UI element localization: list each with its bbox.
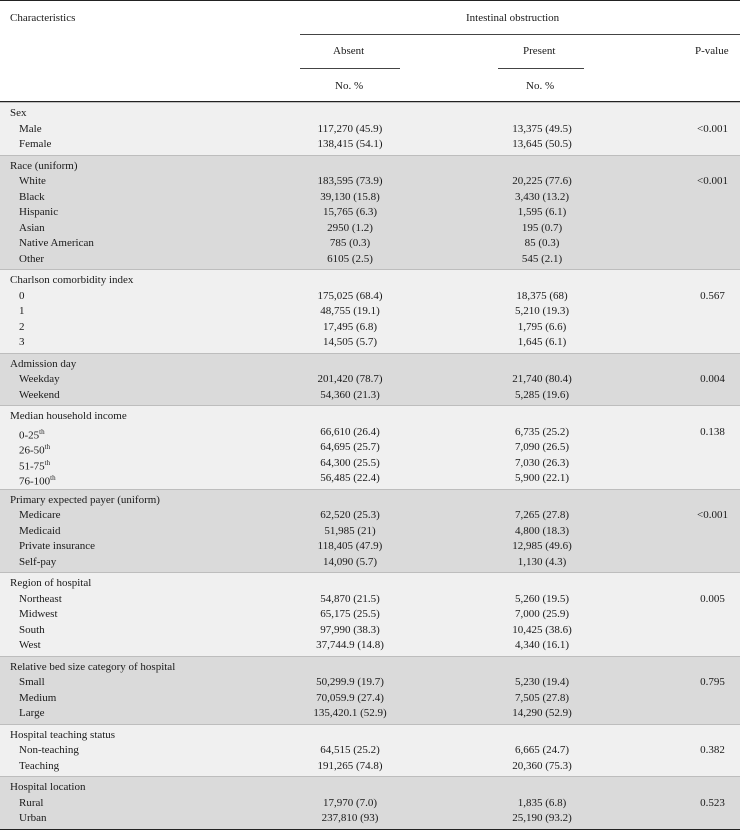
table-row bbox=[0, 372, 740, 388]
absent-value: 70,059.9 (27.4) bbox=[316, 691, 384, 704]
present-value: 7,090 (26.5) bbox=[514, 441, 570, 453]
absent-value: 201,420 (78.7) bbox=[317, 373, 383, 385]
group-title: Region of hospital bbox=[10, 577, 92, 589]
table-row bbox=[0, 205, 740, 221]
absent-value: 17,970 (7.0) bbox=[322, 796, 378, 809]
row-label-superscript: th bbox=[44, 443, 51, 451]
table-row bbox=[0, 304, 740, 320]
row-label-text: Native American bbox=[19, 237, 94, 249]
absent-value: 64,695 (25.7) bbox=[320, 441, 380, 453]
absent-value: 50,299.9 (19.7) bbox=[316, 676, 384, 688]
absent-value: 135,420.1 (52.9) bbox=[313, 707, 387, 719]
group-title: Primary expected payer (uniform) bbox=[10, 493, 160, 506]
present-value: 6,665 (24.7) bbox=[514, 744, 570, 756]
row-label bbox=[19, 675, 45, 691]
table-row bbox=[0, 592, 740, 608]
row-label-text: Weekday bbox=[19, 373, 60, 385]
p-value: 0.005 bbox=[700, 592, 725, 605]
absent-value: 191,265 (74.8) bbox=[317, 759, 383, 772]
row-label-text: Other bbox=[19, 252, 45, 265]
present-value: 21,740 (80.4) bbox=[512, 373, 572, 385]
absent-value: 785 (0.3) bbox=[329, 237, 371, 249]
absent-value: 51,985 (21) bbox=[324, 524, 376, 537]
table-row bbox=[0, 122, 740, 138]
row-label-text: 51-75 bbox=[19, 460, 45, 473]
row-label bbox=[19, 759, 59, 775]
row-label-text: 76-100 bbox=[19, 475, 51, 488]
row-label bbox=[19, 190, 45, 206]
table-row bbox=[0, 796, 740, 812]
row-label-text: Midwest bbox=[19, 608, 58, 620]
row-label bbox=[19, 221, 45, 237]
row-group bbox=[0, 572, 740, 656]
row-label bbox=[19, 304, 25, 320]
row-group bbox=[0, 724, 740, 777]
table-body bbox=[0, 102, 740, 829]
row-label-text: South bbox=[19, 623, 45, 636]
row-label bbox=[19, 236, 94, 252]
row-label-text: Teaching bbox=[19, 759, 60, 772]
row-label bbox=[19, 607, 58, 623]
table-row bbox=[0, 190, 740, 206]
row-label bbox=[19, 205, 58, 221]
row-label-superscript: th bbox=[39, 427, 45, 436]
row-label-superscript: th bbox=[50, 474, 56, 482]
present-value: 5,260 (19.5) bbox=[514, 592, 570, 605]
present-value: 85 (0.3) bbox=[524, 237, 560, 249]
table-row bbox=[0, 691, 740, 707]
group-title: Relative bed size category of hospital bbox=[10, 660, 176, 673]
present-value: 5,285 (19.6) bbox=[514, 388, 570, 401]
present-value: 7,265 (27.8) bbox=[514, 509, 570, 521]
absent-value: 2950 (1.2) bbox=[327, 221, 373, 234]
present-value: 13,375 (49.5) bbox=[512, 122, 572, 135]
table-row bbox=[0, 456, 740, 472]
row-label bbox=[19, 539, 95, 555]
table-row bbox=[0, 320, 740, 336]
group-title: Race (uniform) bbox=[10, 159, 78, 172]
present-value: 13,645 (50.5) bbox=[512, 138, 572, 150]
present-value: 5,210 (19.3) bbox=[514, 305, 570, 317]
present-value: 25,190 (93.2) bbox=[512, 812, 572, 824]
absent-value: 64,300 (25.5) bbox=[320, 456, 380, 469]
p-value: 0.138 bbox=[700, 425, 725, 438]
table-row bbox=[0, 539, 740, 555]
row-label bbox=[19, 623, 45, 639]
row-label-text: 2 bbox=[19, 320, 25, 333]
table-row bbox=[0, 221, 740, 237]
table-row bbox=[0, 236, 740, 252]
row-label bbox=[19, 743, 79, 759]
row-label bbox=[19, 122, 42, 138]
row-label-text: White bbox=[19, 175, 46, 187]
row-label-text: Weekend bbox=[19, 388, 60, 401]
row-label-text: Black bbox=[19, 190, 45, 203]
row-group bbox=[0, 405, 740, 489]
row-label-text: 3 bbox=[19, 336, 25, 348]
table-header bbox=[0, 0, 740, 102]
header-present: Present bbox=[523, 45, 556, 57]
present-value: 20,360 (75.3) bbox=[512, 759, 572, 772]
row-label-superscript: th bbox=[44, 458, 51, 467]
header-absent-sub: No. % bbox=[335, 80, 364, 92]
row-label bbox=[19, 252, 44, 268]
table-row bbox=[0, 759, 740, 775]
table-row bbox=[0, 289, 740, 305]
present-value: 6,735 (25.2) bbox=[514, 425, 570, 438]
header-present-rule bbox=[498, 68, 584, 69]
group-title: Admission day bbox=[10, 357, 77, 370]
header-pvalue: P-value bbox=[695, 45, 729, 57]
header-present-sub: No. % bbox=[526, 80, 555, 92]
row-label-text: Small bbox=[19, 676, 45, 688]
present-value: 4,340 (16.1) bbox=[514, 639, 570, 651]
table-row bbox=[0, 607, 740, 623]
row-group bbox=[0, 353, 740, 406]
table-row bbox=[0, 335, 740, 351]
row-label-text: Asian bbox=[19, 221, 45, 234]
present-value: 1,795 (6.6) bbox=[517, 320, 567, 333]
absent-value: 65,175 (25.5) bbox=[320, 608, 380, 620]
p-value: 0.382 bbox=[700, 744, 725, 756]
present-value: 3,430 (13.2) bbox=[514, 190, 570, 203]
present-value: 7,000 (25.9) bbox=[514, 608, 570, 620]
row-label bbox=[19, 811, 47, 827]
table-row bbox=[0, 388, 740, 404]
row-label bbox=[19, 471, 56, 490]
absent-value: 237,810 (93) bbox=[321, 812, 379, 824]
row-label bbox=[19, 691, 56, 707]
present-value: 1,595 (6.1) bbox=[517, 206, 567, 218]
absent-value: 15,765 (6.3) bbox=[322, 206, 378, 218]
p-value: <0.001 bbox=[697, 175, 728, 187]
present-value: 7,030 (26.3) bbox=[514, 456, 570, 469]
row-group bbox=[0, 102, 740, 155]
row-label-text: 0 bbox=[19, 289, 25, 302]
absent-value: 175,025 (68.4) bbox=[317, 289, 383, 302]
present-value: 5,230 (19.4) bbox=[514, 676, 570, 688]
row-label bbox=[19, 372, 60, 388]
row-label-text: West bbox=[19, 639, 41, 651]
table-row bbox=[0, 706, 740, 722]
row-label-text: Large bbox=[19, 707, 45, 719]
absent-value: 14,505 (5.7) bbox=[322, 336, 378, 348]
absent-value: 66,610 (26.4) bbox=[320, 425, 380, 438]
p-value: <0.001 bbox=[697, 122, 728, 135]
row-label-text: Urban bbox=[19, 812, 47, 824]
table-bottom-rule bbox=[0, 829, 740, 830]
present-value: 18,375 (68) bbox=[516, 289, 568, 302]
row-group bbox=[0, 155, 740, 270]
absent-value: 118,405 (47.9) bbox=[317, 540, 383, 552]
present-value: 14,290 (52.9) bbox=[512, 707, 572, 719]
row-label bbox=[19, 508, 61, 524]
group-title: Median household income bbox=[10, 410, 127, 422]
absent-value: 62,520 (25.3) bbox=[320, 509, 380, 521]
group-title: Hospital teaching status bbox=[10, 728, 116, 741]
header-characteristics: Characteristics bbox=[10, 12, 76, 24]
row-label bbox=[19, 137, 51, 153]
table-row bbox=[0, 440, 740, 456]
absent-value: 138,415 (54.1) bbox=[317, 138, 383, 150]
row-group bbox=[0, 269, 740, 353]
p-value: 0.795 bbox=[700, 676, 725, 688]
absent-value: 183,595 (73.9) bbox=[317, 175, 383, 187]
absent-value: 97,990 (38.3) bbox=[320, 623, 380, 636]
row-label-text: Rural bbox=[19, 796, 44, 809]
row-label bbox=[19, 706, 44, 722]
row-label-text: Male bbox=[19, 122, 42, 135]
row-group bbox=[0, 776, 740, 829]
row-label-text: Medicare bbox=[19, 509, 61, 521]
row-label bbox=[19, 638, 41, 654]
absent-value: 17,495 (6.8) bbox=[322, 320, 378, 333]
row-label-text: 0-25 bbox=[19, 429, 40, 442]
row-label bbox=[19, 289, 25, 305]
absent-value: 64,515 (25.2) bbox=[320, 744, 380, 756]
present-value: 195 (0.7) bbox=[521, 221, 563, 234]
row-label bbox=[19, 592, 62, 608]
absent-value: 39,130 (15.8) bbox=[320, 190, 380, 203]
row-label bbox=[19, 524, 61, 540]
row-group bbox=[0, 656, 740, 724]
table-row bbox=[0, 623, 740, 639]
header-absent-rule bbox=[300, 68, 400, 69]
table-row bbox=[0, 675, 740, 691]
group-title: Hospital location bbox=[10, 781, 86, 793]
table-row bbox=[0, 743, 740, 759]
group-title: Charlson comorbidity index bbox=[10, 274, 134, 286]
absent-value: 54,360 (21.3) bbox=[320, 388, 380, 401]
row-label bbox=[19, 174, 46, 190]
row-label bbox=[19, 335, 25, 351]
header-outcome-rule bbox=[300, 34, 740, 35]
table-row bbox=[0, 252, 740, 268]
present-value: 545 (2.1) bbox=[521, 252, 563, 265]
present-value: 7,505 (27.8) bbox=[514, 691, 570, 704]
table-row bbox=[0, 174, 740, 190]
p-value: <0.001 bbox=[697, 509, 728, 521]
absent-value: 14,090 (5.7) bbox=[322, 555, 378, 568]
table-row bbox=[0, 425, 740, 441]
table-row bbox=[0, 555, 740, 571]
table-row bbox=[0, 638, 740, 654]
present-value: 4,800 (18.3) bbox=[514, 524, 570, 537]
p-value: 0.004 bbox=[700, 373, 725, 385]
present-value: 20,225 (77.6) bbox=[512, 175, 572, 187]
present-value: 1,835 (6.8) bbox=[517, 796, 567, 809]
absent-value: 56,485 (22.4) bbox=[320, 472, 380, 484]
row-label-text: 1 bbox=[19, 305, 25, 317]
present-value: 1,130 (4.3) bbox=[517, 555, 567, 568]
header-absent: Absent bbox=[333, 45, 365, 57]
row-label-text: Non-teaching bbox=[19, 744, 79, 756]
row-label-text: Hispanic bbox=[19, 206, 59, 218]
row-label bbox=[19, 388, 60, 404]
present-value: 12,985 (49.6) bbox=[512, 540, 572, 552]
group-title: Sex bbox=[10, 107, 27, 119]
header-outcome: Intestinal obstruction bbox=[466, 12, 560, 24]
row-label-text: Private insurance bbox=[19, 540, 96, 552]
absent-value: 6105 (2.5) bbox=[327, 252, 373, 265]
p-value: 0.567 bbox=[700, 289, 725, 302]
row-label-text: 26-50 bbox=[19, 444, 45, 457]
absent-value: 48,755 (19.1) bbox=[320, 305, 380, 317]
table-row bbox=[0, 471, 740, 487]
table-row bbox=[0, 137, 740, 153]
table-row bbox=[0, 524, 740, 540]
present-value: 5,900 (22.1) bbox=[514, 472, 570, 484]
row-label bbox=[19, 555, 56, 571]
absent-value: 54,870 (21.5) bbox=[320, 592, 380, 605]
row-label-text: Self-pay bbox=[19, 555, 57, 568]
table-row bbox=[0, 811, 740, 827]
p-value: 0.523 bbox=[700, 796, 725, 809]
row-group bbox=[0, 489, 740, 573]
absent-value: 37,744.9 (14.8) bbox=[316, 639, 384, 651]
present-value: 1,645 (6.1) bbox=[517, 336, 567, 348]
table-row bbox=[0, 508, 740, 524]
row-label-text: Female bbox=[19, 138, 52, 150]
row-label-text: Medium bbox=[19, 691, 57, 704]
present-value: 10,425 (38.6) bbox=[512, 623, 572, 636]
row-label-text: Northeast bbox=[19, 592, 62, 605]
row-label bbox=[19, 796, 43, 812]
row-label bbox=[19, 320, 25, 336]
absent-value: 117,270 (45.9) bbox=[317, 122, 383, 135]
row-label-text: Medicaid bbox=[19, 524, 61, 537]
